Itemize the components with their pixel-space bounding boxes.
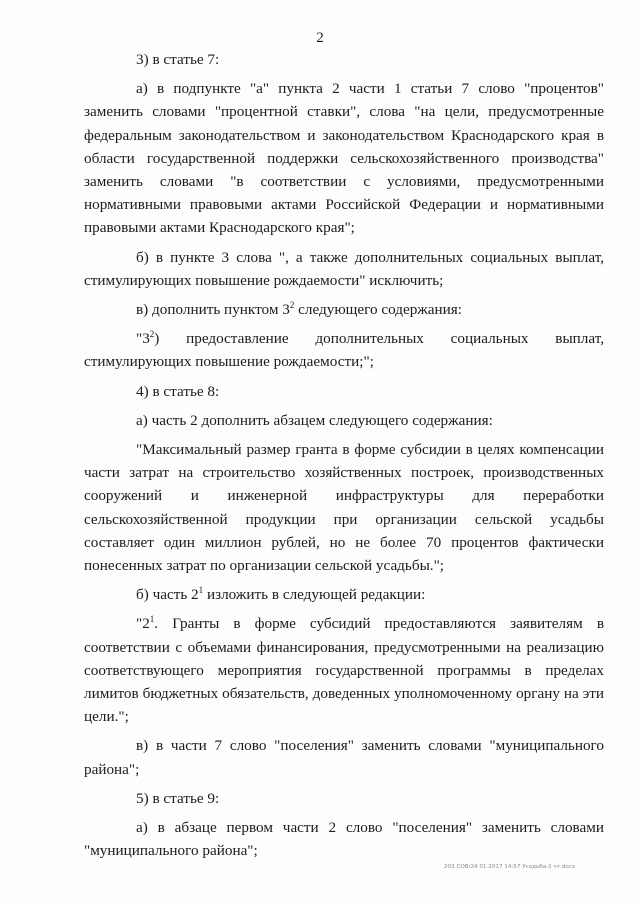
paragraph-8a [84,409,604,432]
paragraph-text: . Гранты в форме субсидий предоставляются заявителям в соответствии с объемами финансирования, предусмотренными на реализацию соответствующего мероприятия государственной программы в пределах лимитов бюджетных обязательств, доведенных уполномоченному органу на эти цели."; [84,615,604,726]
superscript: 1 [198,585,204,596]
paragraph-text: а) часть 2 дополнить абзацем следующего содержания: [136,411,493,429]
paragraph-7a [84,77,604,239]
paragraph-7c-quote [84,327,604,373]
paragraph-text: в) дополнить пунктом 3 [136,301,290,319]
paragraph-text: б) часть 2 [136,586,199,604]
paragraph-text: в) в части 7 слово "поселения" заменить словами "муниципального района"; [84,737,604,778]
paragraph-9a [84,816,604,862]
paragraph-8b [84,583,604,606]
paragraph-text: "2 [136,615,150,633]
superscript: 2 [149,329,155,340]
document-body [84,48,604,863]
superscript: 1 [149,614,155,625]
paragraph-7c [84,298,604,321]
paragraph-text: следующего содержания: [294,301,462,319]
paragraph-article-9-heading [84,787,604,810]
paragraph-7b [84,246,604,292]
footer-file-stamp: 203 COB/24 01 2017 14:57 Усадьба-2 чт.docx [444,864,576,870]
paragraph-8c [84,734,604,780]
superscript: 2 [289,300,295,311]
paragraph-text: б) в пункте 3 слова ", а также дополнительных социальных выплат, стимулирующих повышение рождаемости" исключить; [84,248,604,289]
paragraph-8b-quote [84,612,604,728]
paragraph-text: 5) в статье 9: [136,789,220,807]
paragraph-text: 4) в статье 8: [136,382,220,400]
paragraph-text: ) предоставление дополнительных социальных выплат, стимулирующих повышение рождаемости;"; [84,330,604,371]
paragraph-8a-quote [84,438,604,577]
paragraph-text: а) в подпункте "а" пункта 2 части 1 статьи 7 слово "процентов" заменить словами "процентной ставки", слова "на цели, предусмотренные федеральным законодательством и законодательством Краснодарского края в области государственной поддержки сельскохозяйственного производства" заменить словами "в соответствии с условиями, предусмотренными нормативными правовыми актами Российской Федерации и нормативными правовыми актами Краснодарского края"; [84,80,604,237]
paragraph-article-7-heading [84,48,604,71]
paragraph-text: изложить в следующей редакции: [203,586,426,604]
paragraph-text: "3 [136,330,150,348]
paragraph-text: "Максимальный размер гранта в форме субсидии в целях компенсации части затрат на строительство хозяйственных построек, производственных сооружений и инженерной инфраструктуры для переработки сельскохозяйственной продукции при организации сельской усадьбы составляет один миллион рублей, но не более 70 процентов фактически понесенных затрат по организации сельской усадьбы."; [84,441,604,575]
page-number: 2 [316,30,324,46]
paragraph-article-8-heading [84,380,604,403]
paragraph-text: 3) в статье 7: [136,51,220,68]
paragraph-text: а) в абзаце первом части 2 слово "поселения" заменить словами "муниципального района"; [84,819,604,860]
